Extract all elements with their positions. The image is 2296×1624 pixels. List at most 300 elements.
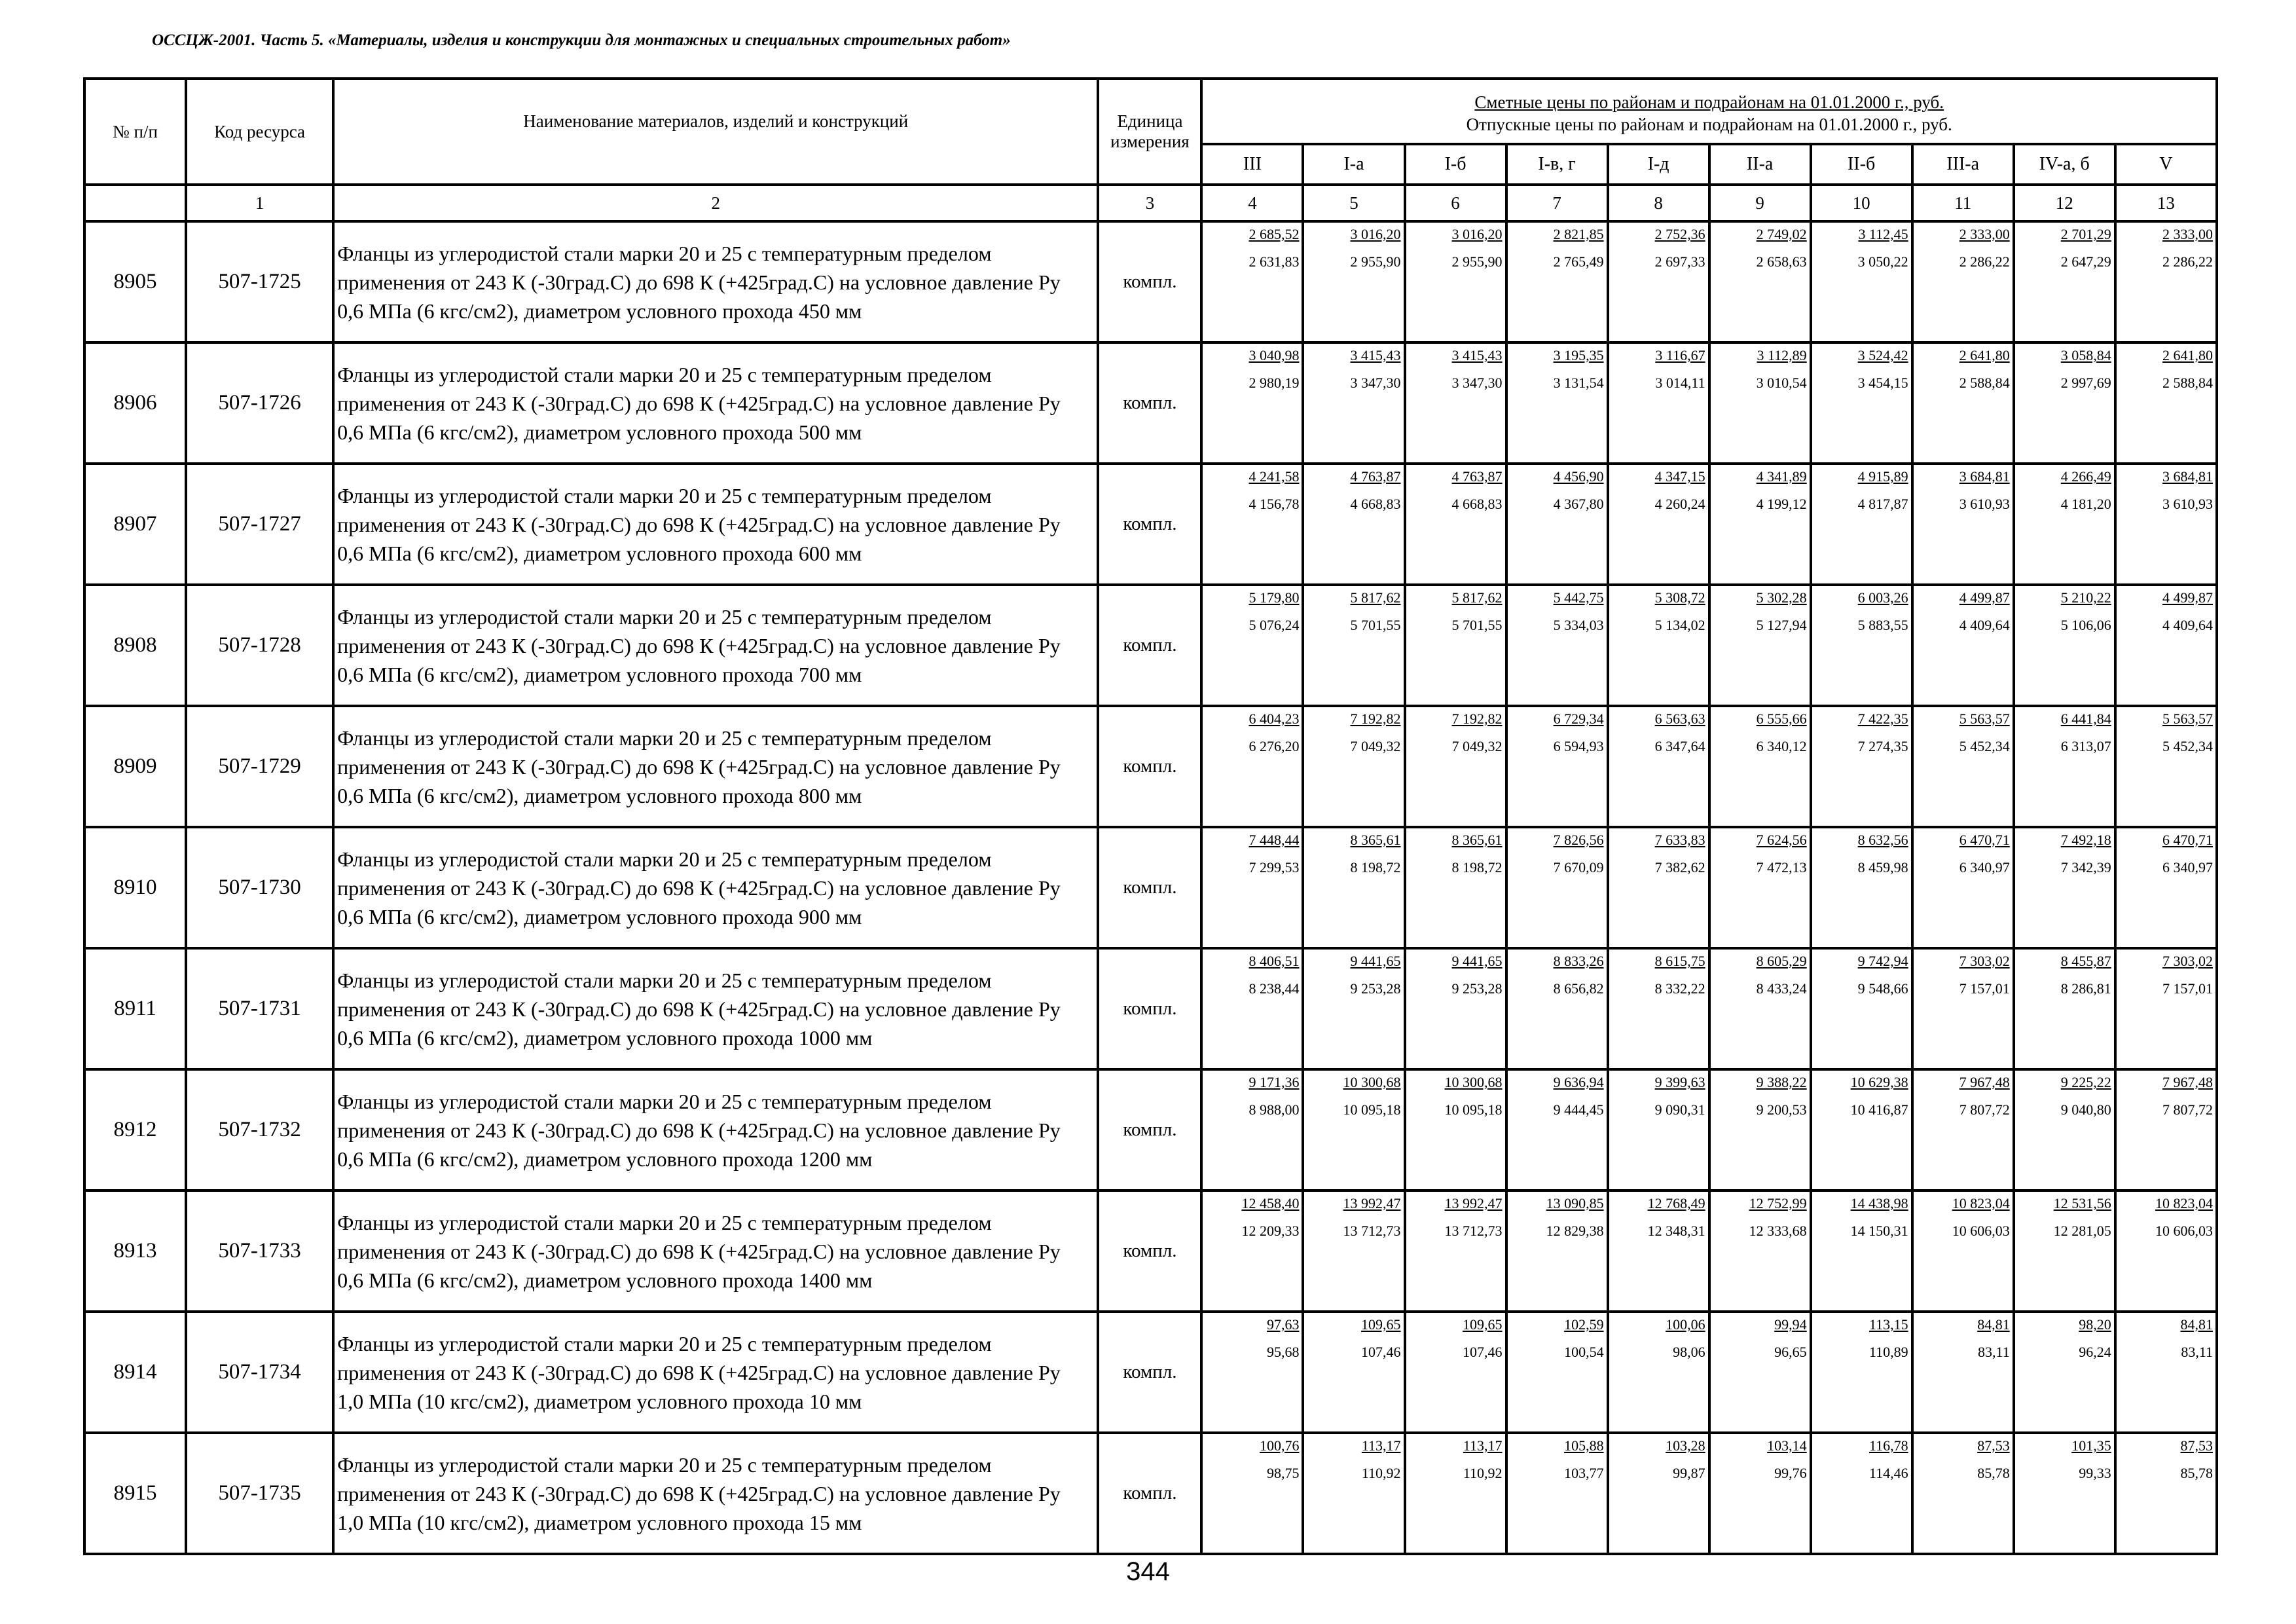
release-price: 5 452,34 — [2162, 738, 2213, 754]
release-price: 9 444,45 — [1553, 1101, 1604, 1118]
estimate-price: 4 266,49 — [2060, 468, 2111, 485]
release-price: 3 610,93 — [2162, 496, 2213, 512]
estimate-price: 8 365,61 — [1350, 832, 1401, 848]
release-price: 5 883,55 — [1857, 617, 1908, 633]
estimate-price: 2 333,00 — [1959, 226, 2010, 242]
material-name: Фланцы из углеродистой стали марки 20 и 25 с температурным пределом применения от 243 К (-30град.С) до 698 К (+425град.С) на условное давление Ру 1,0 МПа (10 кгс/см2), диаметром условного прохода 15 мм — [333, 1433, 1098, 1554]
release-price: 3 347,30 — [1451, 375, 1503, 391]
material-name: Фланцы из углеродистой стали марки 20 и 25 с температурным пределом применения от 243 К (-30град.С) до 698 К (+425град.С) на условное давление Ру 0,6 МПа (6 кгс/см2), диаметром условного прохода 1200 мм — [333, 1069, 1098, 1190]
release-price: 83,11 — [1978, 1344, 2010, 1360]
price-cell — [2014, 1433, 2115, 1554]
estimate-price: 4 499,87 — [1959, 589, 2010, 606]
release-price: 6 313,07 — [2060, 738, 2111, 754]
table-row — [84, 827, 2217, 948]
material-name: Фланцы из углеродистой стали марки 20 и 25 с температурным пределом применения от 243 К (-30град.С) до 698 К (+425град.С) на условное давление Ру 0,6 МПа (6 кгс/см2), диаметром условного прохода 800 мм — [333, 706, 1098, 827]
zone-header: IV-а, б — [2014, 144, 2115, 185]
release-price: 10 606,03 — [2155, 1223, 2213, 1239]
estimate-price: 2 752,36 — [1654, 226, 1705, 242]
estimate-price: 113,17 — [1463, 1437, 1503, 1454]
estimate-price: 5 563,57 — [2162, 710, 2213, 727]
release-price: 8 286,81 — [2060, 980, 2111, 997]
zone-header: II-б — [1811, 144, 1912, 185]
release-price: 10 095,18 — [1343, 1101, 1401, 1118]
release-price: 3 050,22 — [1857, 253, 1908, 270]
price-cell — [1201, 827, 1303, 948]
price-cell — [1709, 464, 1811, 585]
estimate-price: 9 399,63 — [1654, 1074, 1705, 1090]
price-cell — [2115, 1433, 2217, 1554]
price-cell — [2115, 827, 2217, 948]
price-cell — [2115, 1069, 2217, 1190]
material-name: Фланцы из углеродистой стали марки 20 и 25 с температурным пределом применения от 243 К (-30град.С) до 698 К (+425град.С) на условное давление Ру 0,6 МПа (6 кгс/см2), диаметром условного прохода 1000 мм — [333, 948, 1098, 1069]
price-cell — [1608, 948, 1709, 1069]
release-price: 12 348,31 — [1647, 1223, 1705, 1239]
price-cell — [1506, 1190, 1608, 1312]
column-number-cell: 7 — [1506, 185, 1608, 221]
estimate-price: 8 365,61 — [1451, 832, 1503, 848]
table-row — [84, 1433, 2217, 1554]
price-cell — [1201, 342, 1303, 464]
price-cell — [1506, 1069, 1608, 1190]
estimate-price: 3 016,20 — [1451, 226, 1503, 242]
release-price: 99,76 — [1774, 1465, 1807, 1481]
estimate-price: 13 090,85 — [1546, 1195, 1604, 1211]
price-cell — [1608, 1312, 1709, 1433]
price-cell — [1811, 464, 1912, 585]
price-cell — [1608, 1069, 1709, 1190]
unit-of-measure: компл. — [1098, 221, 1201, 342]
release-price: 6 276,20 — [1248, 738, 1300, 754]
estimate-price: 9 441,65 — [1451, 953, 1503, 969]
column-number-row — [84, 185, 2217, 221]
release-price: 12 333,68 — [1749, 1223, 1807, 1239]
release-price: 10 095,18 — [1444, 1101, 1503, 1118]
price-cell — [2014, 585, 2115, 706]
price-cell — [1405, 706, 1506, 827]
release-price: 2 588,84 — [2162, 375, 2213, 391]
price-cell — [1303, 1190, 1404, 1312]
col-header-prices — [1201, 79, 2217, 144]
price-cell — [1201, 706, 1303, 827]
estimate-price: 2 641,80 — [1959, 347, 2010, 363]
unit-of-measure: компл. — [1098, 1190, 1201, 1312]
price-header-estimate: Сметные цены по районам и подрайонам на 01.01.2000 г., руб. — [1474, 92, 1944, 112]
estimate-price: 9 441,65 — [1350, 953, 1401, 969]
price-cell — [1303, 1433, 1404, 1554]
release-price: 6 347,64 — [1654, 738, 1705, 754]
price-cell — [1303, 827, 1404, 948]
release-price: 8 198,72 — [1350, 859, 1401, 876]
estimate-price: 6 003,26 — [1857, 589, 1908, 606]
column-number-cell — [84, 185, 186, 221]
release-price: 98,75 — [1266, 1465, 1300, 1481]
estimate-price: 87,53 — [2180, 1437, 2213, 1454]
price-cell — [1811, 585, 1912, 706]
price-cell — [1811, 221, 1912, 342]
price-cell — [1912, 1433, 2014, 1554]
release-price: 8 238,44 — [1248, 980, 1300, 997]
resource-code: 507-1731 — [186, 948, 333, 1069]
release-price: 95,68 — [1266, 1344, 1300, 1360]
price-cell — [1709, 706, 1811, 827]
estimate-price: 8 406,51 — [1248, 953, 1300, 969]
price-cell — [1709, 827, 1811, 948]
row-number: 8912 — [84, 1069, 186, 1190]
estimate-price: 4 241,58 — [1248, 468, 1300, 485]
estimate-price: 105,88 — [1564, 1437, 1604, 1454]
estimate-price: 98,20 — [2079, 1316, 2111, 1333]
release-price: 9 090,31 — [1654, 1101, 1705, 1118]
estimate-price: 9 171,36 — [1248, 1074, 1300, 1090]
price-cell — [2014, 1312, 2115, 1433]
price-cell — [1912, 1190, 2014, 1312]
price-cell — [1709, 342, 1811, 464]
release-price: 5 134,02 — [1654, 617, 1705, 633]
zone-header: I-в, г — [1506, 144, 1608, 185]
estimate-price: 7 967,48 — [1959, 1074, 2010, 1090]
release-price: 5 701,55 — [1451, 617, 1503, 633]
estimate-price: 116,78 — [1868, 1437, 1908, 1454]
release-price: 2 955,90 — [1451, 253, 1503, 270]
release-price: 2 955,90 — [1350, 253, 1401, 270]
release-price: 85,78 — [1977, 1465, 2010, 1481]
column-number-cell: 12 — [2014, 185, 2115, 221]
estimate-price: 8 632,56 — [1857, 832, 1908, 848]
price-cell — [1506, 221, 1608, 342]
estimate-price: 7 192,82 — [1451, 710, 1503, 727]
release-price: 107,46 — [1463, 1344, 1503, 1360]
row-number: 8909 — [84, 706, 186, 827]
column-number-cell: 5 — [1303, 185, 1404, 221]
estimate-price: 100,06 — [1666, 1316, 1705, 1333]
price-cell — [1405, 221, 1506, 342]
estimate-price: 7 492,18 — [2060, 832, 2111, 848]
release-price: 7 382,62 — [1654, 859, 1705, 876]
release-price: 100,54 — [1564, 1344, 1604, 1360]
row-number: 8905 — [84, 221, 186, 342]
estimate-price: 7 303,02 — [1959, 953, 2010, 969]
price-cell — [1405, 1433, 1506, 1554]
release-price: 9 040,80 — [2060, 1101, 2111, 1118]
material-name: Фланцы из углеродистой стали марки 20 и 25 с температурным пределом применения от 243 К (-30град.С) до 698 К (+425град.С) на условное давление Ру 0,6 МПа (6 кгс/см2), диаметром условного прохода 600 мм — [333, 464, 1098, 585]
release-price: 4 409,64 — [2162, 617, 2213, 633]
estimate-price: 7 624,56 — [1756, 832, 1807, 848]
col-header-unit: Единица измерения — [1098, 79, 1201, 185]
release-price: 4 367,80 — [1553, 496, 1604, 512]
price-cell — [2115, 706, 2217, 827]
estimate-price: 6 404,23 — [1248, 710, 1300, 727]
release-price: 7 049,32 — [1451, 738, 1503, 754]
release-price: 5 701,55 — [1350, 617, 1401, 633]
unit-of-measure: компл. — [1098, 706, 1201, 827]
price-cell — [1506, 585, 1608, 706]
price-cell — [1608, 464, 1709, 585]
price-cell — [1608, 585, 1709, 706]
table-body — [84, 221, 2217, 1554]
estimate-price: 9 636,94 — [1553, 1074, 1604, 1090]
table-row — [84, 706, 2217, 827]
estimate-price: 9 225,22 — [2060, 1074, 2111, 1090]
estimate-price: 5 563,57 — [1959, 710, 2010, 727]
price-cell — [1405, 1312, 1506, 1433]
price-cell — [1912, 342, 2014, 464]
release-price: 5 076,24 — [1248, 617, 1300, 633]
release-price: 6 340,97 — [2162, 859, 2213, 876]
release-price: 8 656,82 — [1553, 980, 1604, 997]
unit-of-measure: компл. — [1098, 948, 1201, 1069]
estimate-price: 102,59 — [1564, 1316, 1604, 1333]
estimate-price: 4 347,15 — [1654, 468, 1705, 485]
table-row — [84, 342, 2217, 464]
column-number-cell: 2 — [333, 185, 1098, 221]
release-price: 3 014,11 — [1655, 375, 1705, 391]
row-number: 8908 — [84, 585, 186, 706]
table-row — [84, 1312, 2217, 1433]
material-name: Фланцы из углеродистой стали марки 20 и 25 с температурным пределом применения от 243 К (-30град.С) до 698 К (+425град.С) на условное давление Ру 1,0 МПа (10 кгс/см2), диаметром условного прохода 10 мм — [333, 1312, 1098, 1433]
price-cell — [2115, 464, 2217, 585]
release-price: 9 548,66 — [1857, 980, 1908, 997]
price-cell — [1608, 706, 1709, 827]
estimate-price: 9 388,22 — [1756, 1074, 1807, 1090]
estimate-price: 7 967,48 — [2162, 1074, 2213, 1090]
column-number-cell: 4 — [1201, 185, 1303, 221]
page-number: 344 — [1126, 1557, 1170, 1586]
release-price: 2 286,22 — [1959, 253, 2010, 270]
price-cell — [1912, 706, 2014, 827]
price-cell — [1303, 1312, 1404, 1433]
col-header-no: № п/п — [84, 79, 186, 185]
table-row — [84, 221, 2217, 342]
resource-code: 507-1725 — [186, 221, 333, 342]
release-price: 98,06 — [1673, 1344, 1705, 1360]
material-name: Фланцы из углеродистой стали марки 20 и 25 с температурным пределом применения от 243 К (-30град.С) до 698 К (+425град.С) на условное давление Ру 0,6 МПа (6 кгс/см2), диаметром условного прохода 900 мм — [333, 827, 1098, 948]
estimate-price: 4 763,87 — [1451, 468, 1503, 485]
column-number-cell: 11 — [1912, 185, 2014, 221]
resource-code: 507-1729 — [186, 706, 333, 827]
estimate-price: 2 701,29 — [2060, 226, 2111, 242]
price-cell — [2014, 948, 2115, 1069]
zone-header: II-а — [1709, 144, 1811, 185]
column-number-cell: 6 — [1405, 185, 1506, 221]
estimate-price: 13 992,47 — [1343, 1195, 1401, 1211]
estimate-price: 8 455,87 — [2060, 953, 2111, 969]
price-cell — [2115, 1190, 2217, 1312]
estimate-price: 4 763,87 — [1350, 468, 1401, 485]
price-cell — [1201, 1433, 1303, 1554]
estimate-price: 3 684,81 — [1959, 468, 2010, 485]
estimate-price: 5 442,75 — [1553, 589, 1604, 606]
zone-header: I-б — [1405, 144, 1506, 185]
estimate-price: 3 415,43 — [1350, 347, 1401, 363]
release-price: 8 433,24 — [1756, 980, 1807, 997]
price-cell — [1201, 1312, 1303, 1433]
estimate-price: 109,65 — [1463, 1316, 1503, 1333]
estimate-price: 100,76 — [1259, 1437, 1300, 1454]
price-cell — [1811, 1069, 1912, 1190]
release-price: 5 334,03 — [1553, 617, 1604, 633]
column-number-cell: 10 — [1811, 185, 1912, 221]
estimate-price: 12 458,40 — [1241, 1195, 1300, 1211]
release-price: 8 198,72 — [1451, 859, 1503, 876]
estimate-price: 3 112,45 — [1858, 226, 1908, 242]
price-cell — [2014, 464, 2115, 585]
estimate-price: 103,28 — [1666, 1437, 1705, 1454]
release-price: 10 416,87 — [1850, 1101, 1908, 1118]
release-price: 9 200,53 — [1756, 1101, 1807, 1118]
price-cell — [1201, 948, 1303, 1069]
release-price: 8 332,22 — [1654, 980, 1705, 997]
release-price: 4 817,87 — [1857, 496, 1908, 512]
price-cell — [1506, 948, 1608, 1069]
table-row — [84, 1069, 2217, 1190]
estimate-price: 84,81 — [1977, 1316, 2010, 1333]
price-cell — [1303, 948, 1404, 1069]
estimate-price: 7 303,02 — [2162, 953, 2213, 969]
price-cell — [1303, 706, 1404, 827]
price-cell — [1201, 1069, 1303, 1190]
release-price: 5 452,34 — [1959, 738, 2010, 754]
unit-of-measure: компл. — [1098, 1069, 1201, 1190]
estimate-price: 10 300,68 — [1343, 1074, 1401, 1090]
resource-code: 507-1727 — [186, 464, 333, 585]
estimate-price: 3 116,67 — [1655, 347, 1705, 363]
release-price: 4 260,24 — [1654, 496, 1705, 512]
release-price: 7 807,72 — [2162, 1101, 2213, 1118]
price-cell — [1405, 585, 1506, 706]
material-name: Фланцы из углеродистой стали марки 20 и 25 с температурным пределом применения от 243 К (-30град.С) до 698 К (+425град.С) на условное давление Ру 0,6 МПа (6 кгс/см2), диаметром условного прохода 450 мм — [333, 221, 1098, 342]
price-cell — [2014, 706, 2115, 827]
estimate-price: 5 308,72 — [1654, 589, 1705, 606]
price-cell — [1709, 1312, 1811, 1433]
price-cell — [2115, 342, 2217, 464]
price-cell — [1709, 1433, 1811, 1554]
table-row — [84, 464, 2217, 585]
price-cell — [1811, 1190, 1912, 1312]
release-price: 99,87 — [1673, 1465, 1705, 1481]
price-cell — [1506, 464, 1608, 585]
price-cell — [1709, 1069, 1811, 1190]
release-price: 2 997,69 — [2060, 375, 2111, 391]
price-cell — [1608, 342, 1709, 464]
price-cell — [1405, 1069, 1506, 1190]
price-cell — [1303, 342, 1404, 464]
price-cell — [1709, 585, 1811, 706]
price-cell — [1912, 221, 2014, 342]
unit-of-measure: компл. — [1098, 827, 1201, 948]
header-row — [84, 79, 2217, 144]
estimate-price: 14 438,98 — [1850, 1195, 1908, 1211]
release-price: 5 106,06 — [2060, 617, 2111, 633]
release-price: 7 670,09 — [1553, 859, 1604, 876]
price-cell — [1608, 1433, 1709, 1554]
estimate-price: 6 555,66 — [1756, 710, 1807, 727]
estimate-price: 10 823,04 — [1952, 1195, 2010, 1211]
estimate-price: 4 456,90 — [1553, 468, 1604, 485]
price-cell — [2115, 1312, 2217, 1433]
estimate-price: 5 210,22 — [2060, 589, 2111, 606]
release-price: 9 253,28 — [1350, 980, 1401, 997]
price-cell — [1811, 827, 1912, 948]
estimate-price: 103,14 — [1767, 1437, 1807, 1454]
price-cell — [1709, 1190, 1811, 1312]
estimate-price: 7 422,35 — [1857, 710, 1908, 727]
column-number-cell: 9 — [1709, 185, 1811, 221]
release-price: 3 347,30 — [1350, 375, 1401, 391]
price-cell — [1201, 221, 1303, 342]
estimate-price: 4 341,89 — [1756, 468, 1807, 485]
document-header: ОССЦЖ-2001. Часть 5. «Материалы, изделия и конструкции для монтажных и специальных строительных работ» — [152, 31, 1011, 49]
release-price: 7 472,13 — [1756, 859, 1807, 876]
resource-code: 507-1728 — [186, 585, 333, 706]
unit-of-measure: компл. — [1098, 1312, 1201, 1433]
price-cell — [1405, 827, 1506, 948]
release-price: 4 668,83 — [1451, 496, 1503, 512]
estimate-price: 10 300,68 — [1444, 1074, 1503, 1090]
price-cell — [1303, 1069, 1404, 1190]
release-price: 4 668,83 — [1350, 496, 1401, 512]
release-price: 12 209,33 — [1241, 1223, 1300, 1239]
price-cell — [1303, 464, 1404, 585]
price-cell — [1405, 342, 1506, 464]
estimate-price: 7 448,44 — [1248, 832, 1300, 848]
release-price: 107,46 — [1361, 1344, 1401, 1360]
release-price: 110,89 — [1868, 1344, 1908, 1360]
price-cell — [2014, 342, 2115, 464]
column-number-cell: 1 — [186, 185, 333, 221]
resource-code: 507-1734 — [186, 1312, 333, 1433]
price-cell — [1608, 827, 1709, 948]
table-row — [84, 1190, 2217, 1312]
release-price: 2 588,84 — [1959, 375, 2010, 391]
column-number-cell: 13 — [2115, 185, 2217, 221]
release-price: 2 697,33 — [1654, 253, 1705, 270]
price-cell — [1811, 342, 1912, 464]
release-price: 12 281,05 — [2053, 1223, 2111, 1239]
price-cell — [1811, 706, 1912, 827]
price-cell — [1303, 221, 1404, 342]
col-header-name: Наименование материалов, изделий и конструкций — [333, 79, 1098, 185]
column-number-cell: 8 — [1608, 185, 1709, 221]
release-price: 2 631,83 — [1248, 253, 1300, 270]
release-price: 83,11 — [2181, 1344, 2213, 1360]
column-number-cell: 3 — [1098, 185, 1201, 221]
row-number: 8914 — [84, 1312, 186, 1433]
estimate-price: 87,53 — [1977, 1437, 2010, 1454]
zone-header: I-а — [1303, 144, 1404, 185]
zone-header: III-а — [1912, 144, 2014, 185]
price-cell — [1912, 1069, 2014, 1190]
estimate-price: 8 615,75 — [1654, 953, 1705, 969]
price-cell — [1811, 1312, 1912, 1433]
release-price: 3 610,93 — [1959, 496, 2010, 512]
estimate-price: 3 684,81 — [2162, 468, 2213, 485]
price-cell — [2115, 948, 2217, 1069]
estimate-price: 6 729,34 — [1553, 710, 1604, 727]
release-price: 7 157,01 — [1959, 980, 2010, 997]
release-price: 110,92 — [1463, 1465, 1503, 1481]
estimate-price: 2 821,85 — [1553, 226, 1604, 242]
price-cell — [1912, 585, 2014, 706]
material-name: Фланцы из углеродистой стали марки 20 и 25 с температурным пределом применения от 243 К (-30град.С) до 698 К (+425град.С) на условное давление Ру 0,6 МПа (6 кгс/см2), диаметром условного прохода 1400 мм — [333, 1190, 1098, 1312]
estimate-price: 12 531,56 — [2053, 1195, 2111, 1211]
price-cell — [1608, 221, 1709, 342]
release-price: 14 150,31 — [1850, 1223, 1908, 1239]
estimate-price: 2 641,80 — [2162, 347, 2213, 363]
estimate-price: 4 499,87 — [2162, 589, 2213, 606]
release-price: 9 253,28 — [1451, 980, 1503, 997]
price-cell — [1709, 221, 1811, 342]
estimate-price: 113,17 — [1361, 1437, 1401, 1454]
